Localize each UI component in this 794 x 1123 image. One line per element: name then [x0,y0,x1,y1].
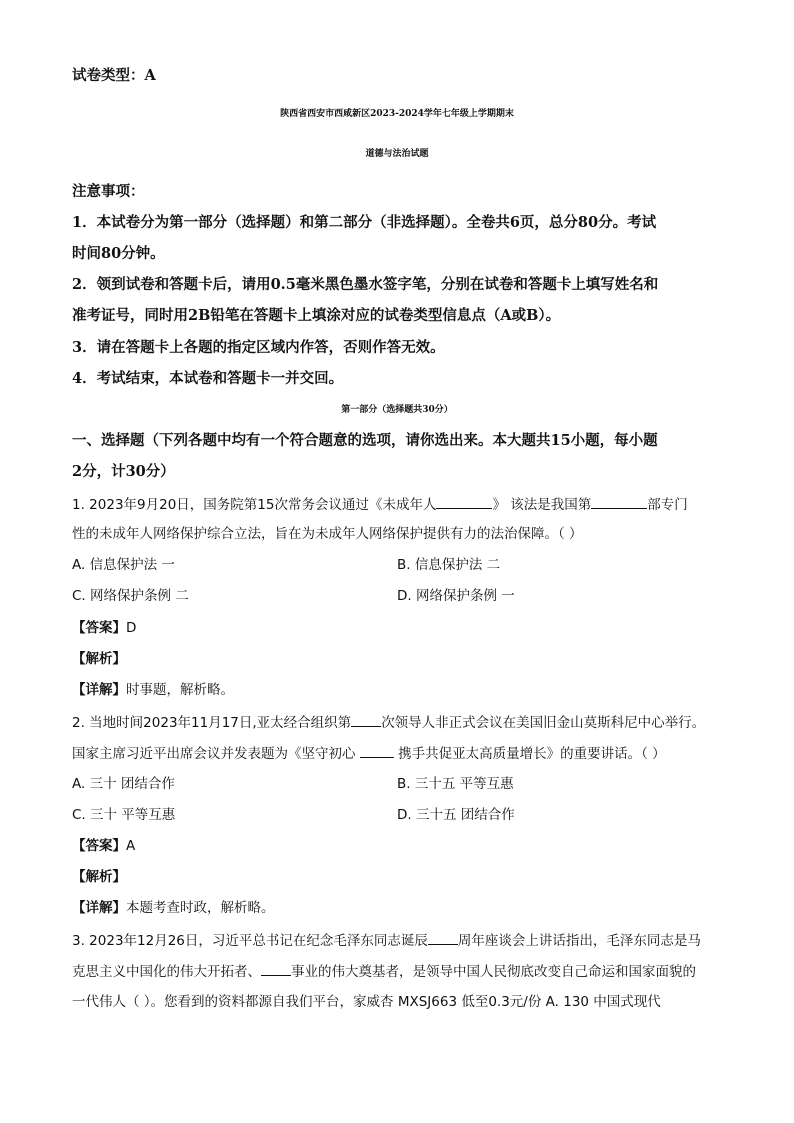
q2-option-d: D. 三十五 团结合作 [397,807,515,823]
q1-detail [72,680,722,700]
q2-stem-part-4: 携手共促亚太高质量增长》的重要讲话。（ ） [393,746,666,762]
q1-stem-line-1 [72,494,722,515]
q2-stem-line-1 [72,712,722,733]
q3-blank-2 [261,961,291,976]
q2-option-c: C. 三十 平等互惠 [72,807,176,823]
q2-detail-label: 【详解】 [72,900,126,916]
q2-option-b: B. 三十五 平等互惠 [397,776,514,792]
q2-option-a: A. 三十 团结合作 [72,776,175,792]
q1-answer-label: 【答案】 [72,620,126,636]
q1-answer [72,618,722,638]
q1-stem-part-3: 部专门 [647,497,688,513]
note-2-line-1: 2．领到试卷和答题卡后，请用0.5毫米黑色墨水签字笔，分别在试卷和答题卡上填写姓名和 [72,276,659,293]
q2-answer-value: A [126,838,136,854]
note-1-line-2: 时间80分钟。 [72,245,165,262]
note-2-line-2: 准考证号，同时用2B铅笔在答题卡上填涂对应的试卷类型信息点（A或B）。 [72,307,561,324]
q1-option-d: D. 网络保护条例 一 [397,588,515,604]
q2-detail [72,898,722,918]
q1-blank-2 [591,494,647,509]
q3-blank-1 [428,930,458,945]
notes-heading: 注意事项： [72,183,145,200]
q1-option-c: C. 网络保护条例 二 [72,588,189,604]
q1-blank-1 [436,494,492,509]
q1-analysis-label: 【解析】 [72,651,126,667]
q1-stem-part-1: 1. 2023年9月20日，国务院第15次常务会议通过《未成年人 [72,497,437,513]
q3-stem-part-3: 克思主义中国化的伟大开拓者、 [72,964,261,980]
q3-stem-line-2 [72,961,722,982]
paper-type: 试卷类型：A [72,67,156,84]
q2-blank-1 [351,712,381,727]
q3-stem-part-1: 3. 2023年12月26日，习近平总书记在纪念毛泽东同志诞辰 [72,933,428,949]
q3-stem-line-1 [72,930,722,951]
section-heading-line-2: 2分，计30分） [72,463,175,480]
q2-answer-label: 【答案】 [72,838,126,854]
section-heading-line-1: 一、选择题（下列各题中均有一个符合题意的选项，请你选出来。本大题共15小题，每小题 [72,432,658,449]
q3-stem-line-3: 一代伟人（ ）。您看到的资料都源自我们平台，家威杏 MXSJ663 低至0.3元/份 A. 130 中国式现代 [72,994,661,1010]
note-3: 3．请在答题卡上各题的指定区域内作答，否则作答无效。 [72,339,445,356]
q2-answer [72,836,722,856]
q1-option-a: A. 信息保护法 一 [72,557,175,573]
page-title: 陕西省西安市西咸新区2023-2024学年七年级上学期期末 [280,109,514,119]
q1-detail-text: 时事题，解析略。 [126,682,234,698]
q2-analysis-label: 【解析】 [72,869,126,885]
q1-option-b: B. 信息保护法 二 [397,557,501,573]
q1-stem-part-2: 》 该法是我国第 [492,497,592,513]
q2-stem-part-3: 国家主席习近平出席会议并发表题为《坚守初心 [72,746,360,762]
note-1-line-1: 1．本试卷分为第一部分（选择题）和第二部分（非选择题）。全卷共6页，总分80分。考试 [72,214,657,231]
q2-blank-2 [360,743,394,758]
q2-detail-text: 本题考查时政，解析略。 [126,900,275,916]
q3-stem-part-2: 周年座谈会上讲话指出，毛泽东同志是马 [457,933,701,949]
part1-heading: 第一部分（选择题共30分） [341,405,453,415]
q1-stem-line-2: 性的未成年人网络保护综合立法，旨在为未成年人网络保护提供有力的法治保障。（ ） [72,526,583,542]
q2-stem-line-2 [72,743,722,764]
q3-stem-part-4: 事业的伟大奠基者，是领导中国人民彻底改变自己命运和国家面貌的 [291,964,696,980]
q1-detail-label: 【详解】 [72,682,126,698]
q2-stem-part-2: 次领导人非正式会议在美国旧金山莫斯科尼中心举行。 [381,715,706,731]
page-subtitle: 道德与法治试题 [365,149,429,159]
q1-answer-value: D [126,620,137,636]
note-4: 4．考试结束，本试卷和答题卡一并交回。 [72,370,344,387]
q2-stem-part-1: 2. 当地时间2023年11月17日,亚太经合组织第 [72,715,352,731]
